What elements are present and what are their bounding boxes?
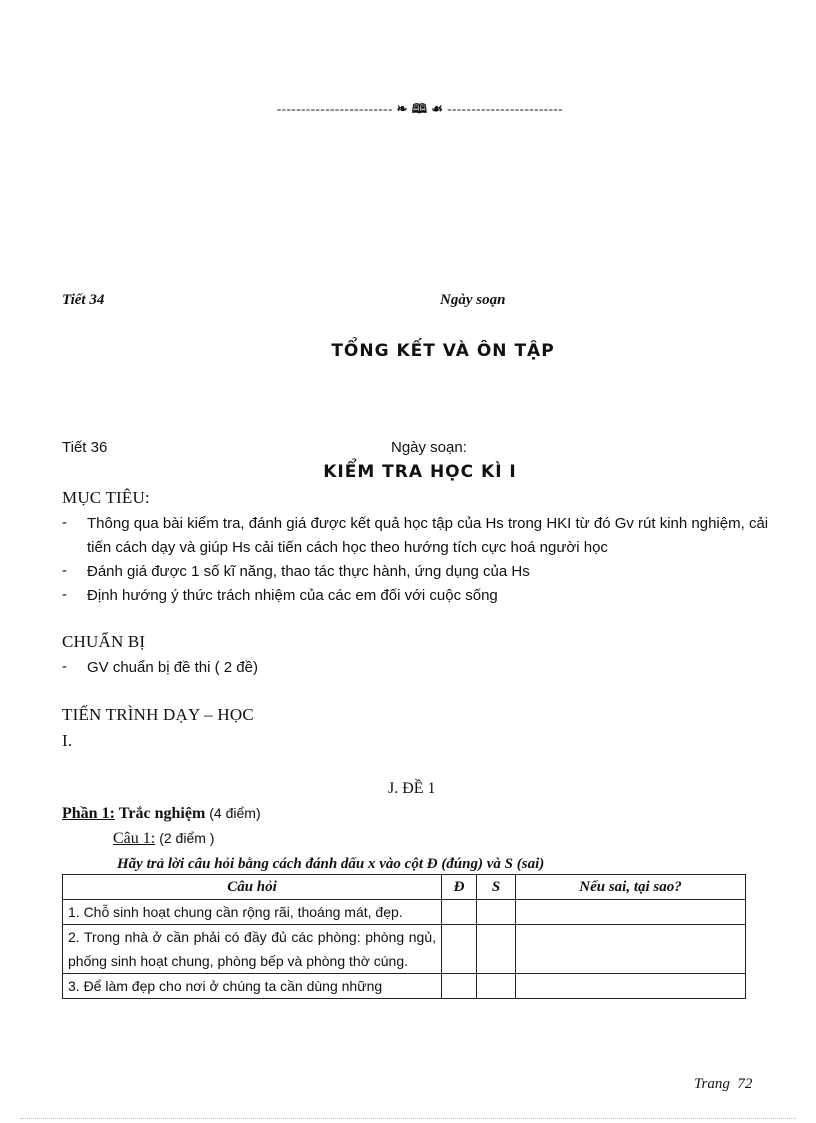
reason-cell[interactable]: [516, 974, 746, 999]
objective-dash: -: [62, 514, 67, 531]
preparation-item-1: GV chuẩn bị đề thi ( 2 đề): [87, 659, 258, 676]
true-answer-cell[interactable]: [442, 900, 477, 925]
divider-dashes-left: ------------------------: [276, 101, 393, 116]
page-number: 72: [737, 1076, 753, 1092]
question-label: Câu 1:: [113, 830, 156, 847]
objective-dash: -: [62, 562, 67, 579]
footer-dotted-rule: [20, 1118, 796, 1119]
header-reason: Nếu sai, tại sao?: [516, 875, 746, 900]
process-roman-numeral: I.: [62, 731, 73, 750]
question-text: 3. Để làm đẹp cho nơi ở chúng ta cần dùng những: [68, 978, 383, 994]
objective-item-1: Thông qua bài kiểm tra, đánh giá được kết quả học tập của Hs trong HKI từ đó Gv rút kinh nghiệm, cải tiến cách dạy và giúp Hs cải tiến cách học theo hướng tích cực hoá người học: [87, 515, 769, 556]
page-label: Trang: [694, 1076, 730, 1092]
table-row: [63, 900, 746, 925]
false-answer-cell[interactable]: [477, 925, 516, 974]
false-answer-cell[interactable]: [477, 974, 516, 999]
table-row: [63, 925, 746, 974]
question-1-line: [113, 830, 214, 848]
part-label: Phần 1:: [62, 805, 115, 822]
question-text: 1. Chỗ sinh hoạt chung cần rộng rãi, thoáng mát, đẹp.: [68, 904, 403, 920]
objective-item-2: Đánh giá được 1 số kĩ năng, thao tác thực hành, ứng dụng của Hs: [87, 563, 530, 580]
part-1-line: [62, 805, 261, 823]
lesson34-title: TỔNG KẾT VÀ ÔN TẬP: [331, 341, 555, 361]
lesson36-period: Tiết 36: [62, 439, 108, 456]
objectives-heading: MỤC TIÊU:: [62, 488, 150, 507]
objective-dash: -: [62, 586, 67, 603]
true-answer-cell[interactable]: [442, 974, 477, 999]
divider-dashes-right: ------------------------: [447, 101, 564, 116]
question-cell: [63, 900, 442, 925]
part-points: (4 điểm): [209, 805, 261, 821]
ornamental-divider: [230, 100, 610, 122]
table-header-row: [63, 875, 746, 900]
objective-item-3: Định hướng ý thức trách nhiệm của các em đối với cuộc sống: [87, 587, 498, 604]
false-answer-cell[interactable]: [477, 900, 516, 925]
header-true: Đ: [442, 875, 477, 900]
lesson34-period: Tiết 34: [62, 292, 105, 308]
reason-cell[interactable]: [516, 900, 746, 925]
true-answer-cell[interactable]: [442, 925, 477, 974]
question-text: 2. Trong nhà ở cần phải có đầy đủ các phòng: phòng ngủ, phống sinh hoạt chung, phòng bếp và phòng thờ cúng.: [68, 929, 436, 969]
header-false: S: [477, 875, 516, 900]
header-question: Câu hỏi: [63, 875, 442, 900]
lesson36-date-label: Ngày soạn:: [391, 439, 467, 456]
preparation-heading: CHUẨN BỊ: [62, 632, 146, 651]
question-points: (2 điểm ): [159, 830, 215, 846]
reason-cell[interactable]: [516, 925, 746, 974]
question-table: [62, 874, 746, 999]
page-footer: [694, 1076, 752, 1093]
question-cell: [63, 925, 442, 974]
lesson34-date-label: Ngày soạn: [440, 292, 506, 308]
preparation-dash: -: [62, 658, 67, 675]
question-instruction: Hãy trả lời câu hỏi bằng cách đánh dấu x vào cột Đ (đúng) và S (sai): [117, 856, 545, 872]
question-cell: [63, 974, 442, 999]
book-ornament-icon: ❧ 🕮 ☙: [396, 101, 444, 116]
part-name: Trắc nghiệm: [118, 805, 206, 822]
exam-title: J. ĐỀ 1: [388, 780, 436, 797]
process-heading: TIẾN TRÌNH DẠY – HỌC: [62, 705, 254, 724]
table-row: [63, 974, 746, 999]
lesson36-title: KIỂM TRA HỌC KÌ I: [323, 462, 517, 482]
